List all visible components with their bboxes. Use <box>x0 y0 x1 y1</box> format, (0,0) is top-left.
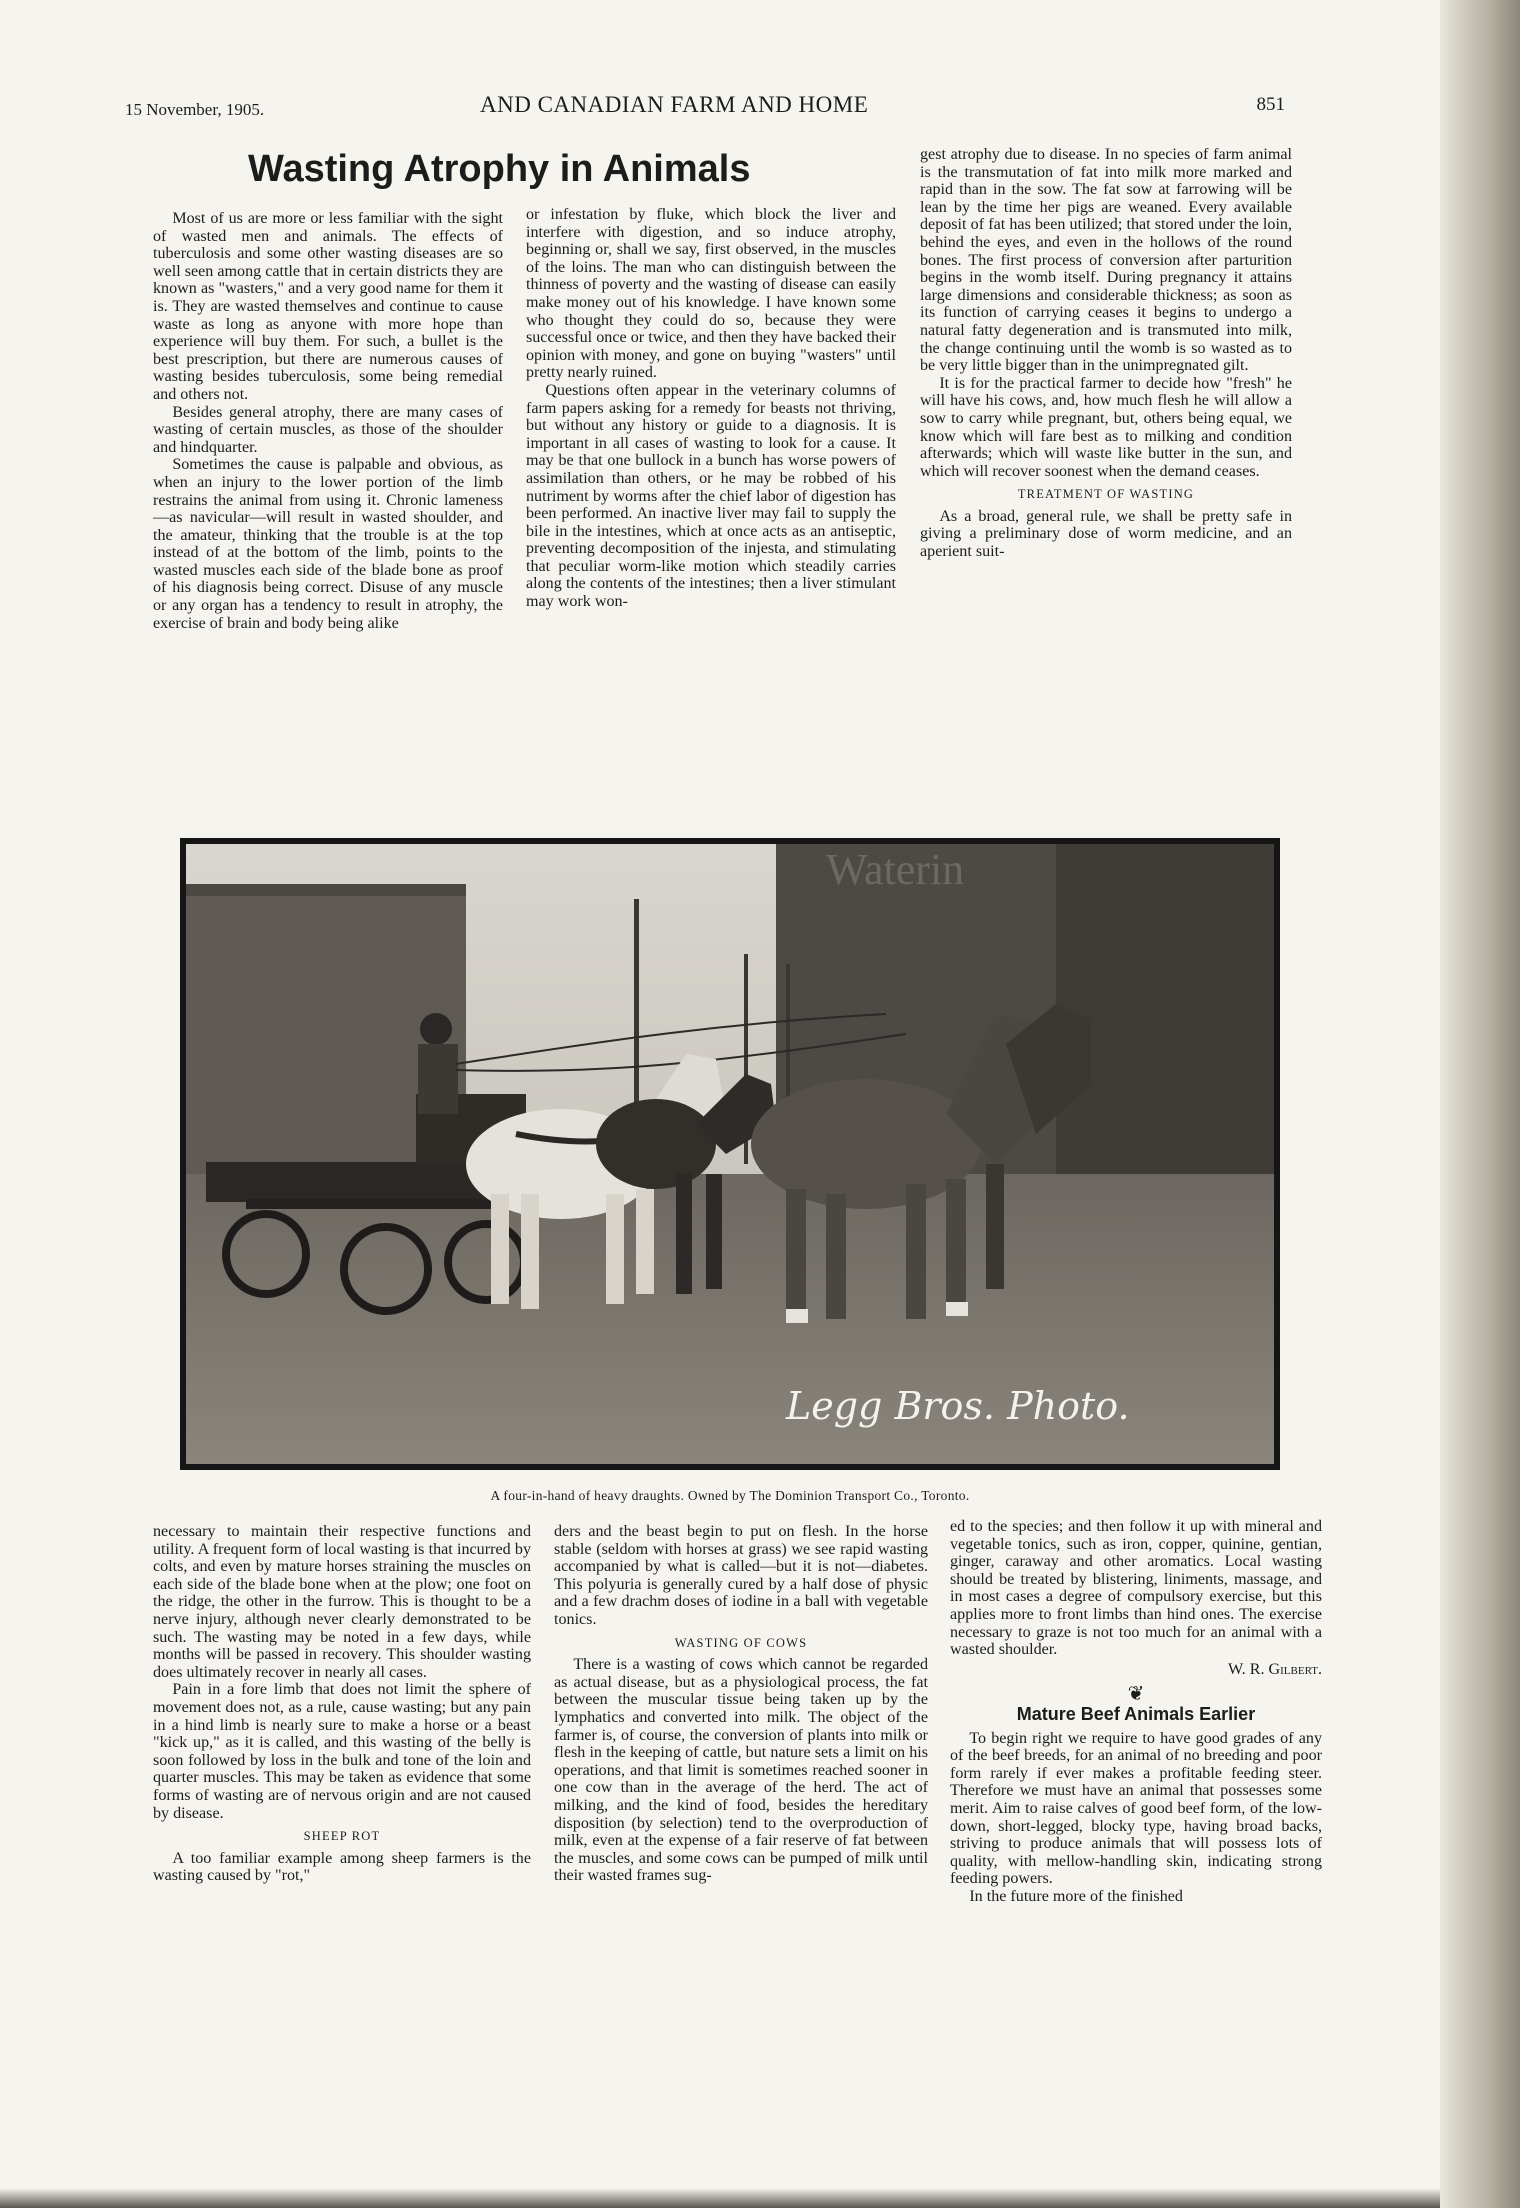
article-column-5 <box>554 1523 928 2095</box>
photograph <box>180 838 1280 1470</box>
warehouse-sign: Waterin <box>826 845 965 894</box>
page-header <box>125 92 1285 122</box>
issue-date: 15 November, 1905. <box>125 100 265 119</box>
paragraph: As a broad, general rule, we shall be pretty safe in giving a preliminary dose of worm medicine, and an aperient suit- <box>920 507 1292 561</box>
author-signature: W. R. Gilbert. <box>1227 1660 1322 1678</box>
four-in-hand-photo <box>186 844 1274 1464</box>
second-article-title: Mature Beef Animals Earlier <box>1016 1703 1256 1724</box>
paragraph: necessary to maintain their respective functions and utility. A frequent form of local wasting is that incurred by colts, and even by mature horses straining the muscles on each side of the blade bone when at the plow; one foot on the ridge, the other in the furrow. This is thought to be a nerve injury, although never clearly demonstrated to be such. The wasting may be noted in a few days, while months will be passed in recovery. This shoulder wasting does ultimately recover in nearly all cases. <box>153 1523 531 1681</box>
photo-credit: Legg Bros. Photo. <box>786 1384 1130 1428</box>
section-heading: WASTING OF COWS <box>674 1635 808 1650</box>
paragraph: To begin right we require to have good grades of any of the beef breeds, for an animal of no breeding and poor form rarely if ever makes a profitable feeding steer. Therefore we must have an animal that possesses some merit. Aim to raise calves of good beef form, of the low-down, short-legged, blocky type, having broad backs, striving to produce animals that will possess lots of quality, with mellow-handling skin, indicating strong feeding powers. <box>950 1729 1322 1888</box>
article-column-6 <box>950 1518 1322 2074</box>
article-column-4 <box>153 1523 531 2091</box>
publication-title: AND CANADIAN FARM AND HOME <box>480 92 869 117</box>
page-bottom-edge <box>0 2188 1440 2208</box>
article-column-1 <box>153 210 503 830</box>
paragraph: Questions often appear in the veterinary columns of farm papers asking for a remedy for beasts not thriving, but without any history or guide to a diagnosis. It is important in all cases of wasting to look for a cause. It may be that one bullock in a bunch has worse powers of assimilation than others, or he may be robbed of his nutriment by worms after the chief labor of digestion has been performed. An inactive liver may fail to supply the bile in the intestines, which at once acts as an antiseptic, preventing decomposition of the injesta, and stimulating that peculiar worm-like motion which steadily carries along the contents of the intestines; then a liver stimulant may work won- <box>526 381 896 611</box>
paragraph: Besides general atrophy, there are many cases of wasting of certain muscles, as those of the shoulder and hindquarter. <box>153 403 503 456</box>
paragraph: or infestation by fluke, which block the liver and interfere with digestion, and so induce atrophy, beginning or, shall we say, first observed, in the muscles of the loins. The man who can distinguish between the thinness of poverty and the wasting of disease can easily make money out of his knowledge. I have known some who thought they could do so, because they were successful once or twice, and then they have backed their opinion with money, and gone on buying "wasters" until pretty nearly ruined. <box>526 206 896 382</box>
paragraph: There is a wasting of cows which cannot be regarded as actual disease, but as a physiological process, the fat between the muscular tissue being taken up by the lymphatics and converted into milk. The object of the farmer is, of course, the conversion of plants into milk or flesh in the keeping of cattle, but nature sets a limit on his operations, and that limit is sometimes reached sooner in one cow than in the average of the herd. The act of milking, and the kind of food, besides the hereditary disposition (by selection) tend to the overproduction of milk, even at the expense of a fair reserve of fat between the muscles, and some cows can be pumped of milk until their wasted frames sug- <box>554 1656 928 1885</box>
article-column-3 <box>920 146 1292 830</box>
paragraph: ed to the species; and then follow it up with mineral and vegetable tonics, such as iron, copper, quinine, gentian, ginger, caraway and other aromatics. Local wasting should be treated by blistering, liniments, massage, and in most cases a degree of compulsory exercise, but this applies more to front limbs than hind ones. The exercise necessary to graze is not too much for an animal with a wasted shoulder. <box>950 1518 1322 1659</box>
page-number: 851 <box>1256 94 1285 115</box>
section-heading: SHEEP ROT <box>303 1829 381 1844</box>
paragraph: Sometimes the cause is palpable and obvious, as when an injury to the lower portion of the limb restrains the animal from using it. Chronic lameness—as navicular—will result in wasted shoulder, and the amateur, thinking that the trouble is at the top instead of at the bottom of the limb, points to the wasted muscles each side of the blade bone as proof of his diagnosis being correct. Disuse of any muscle or any organ has a tendency to result in atrophy, the exercise of brain and body being alike <box>153 456 503 632</box>
article-column-2 <box>526 206 896 830</box>
paragraph: gest atrophy due to disease. In no species of farm animal is the transmutation of fat into milk more marked and rapid than in the sow. The fat sow at farrowing will be lean by the time her pigs are weaned. Every available deposit of fat has been utilized; that stored under the loin, behind the eyes, and even in the hollows of the round bones. The first process of conversion after parturition begins in the womb itself. During pregnancy it attains large dimensions and considerable thickness; as soon as its function of carrying ceases it begins to undergo a natural fatty degeneration and is transmuted into milk, the change continuing until the womb is so wasted as to be very little bigger than in the unimpregnated gilt. <box>920 146 1292 375</box>
section-heading: TREATMENT OF WASTING <box>1017 487 1195 502</box>
paragraph: It is for the practical farmer to decide how "fresh" he will have his cows, and, how much flesh he will allow a sow to carry while pregnant, but, others being equal, we know which will fare best as to milking and condition afterwards; which will waste like butter in the sun, and which will recover soonest when the demand ceases. <box>920 374 1292 480</box>
article-title: Wasting Atrophy in Animals <box>248 148 751 190</box>
ornament-icon: ❦ <box>1127 1683 1145 1706</box>
paragraph: A too familiar example among sheep farmers is the wasting caused by "rot," <box>153 1849 531 1885</box>
paragraph: Pain in a fore limb that does not limit the sphere of movement does not, as a rule, cause wasting; but any pain in a hind limb is nearly sure to make a horse or a beast "kick up," as it is called, and this wasting of the belly is soon followed by loss in the bulk and tone of the loin and quarter muscles. This may be taken as evidence that some forms of wasting are of nervous origin and are not caused by disease. <box>153 1681 531 1822</box>
photo-caption: A four-in-hand of heavy draughts. Owned by The Dominion Transport Co., Toronto. <box>490 1488 970 1503</box>
page-spine-edge <box>1440 0 1520 2208</box>
paragraph: Most of us are more or less familiar with the sight of wasted men and animals. The effects of tuberculosis and some other wasting diseases are so well seen among cattle that in certain districts they are known as "wasters," and a very good name for them it is. They are wasted themselves and continue to cause waste as long as anyone with more hope than experience will buy them. For such, a bullet is the best prescription, but there are numerous causes of wasting besides tuberculosis, some being remedial and others not. <box>153 210 503 403</box>
paragraph: In the future more of the finished <box>969 1887 1183 1905</box>
paragraph: ders and the beast begin to put on flesh. In the horse stable (seldom with horses at grass) we see rapid wasting accompanied by what is called—but it is not—diabetes. This polyuria is generally cured by a half dose of physic and a few drachm doses of iodine in a ball with vegetable tonics. <box>554 1523 928 1628</box>
